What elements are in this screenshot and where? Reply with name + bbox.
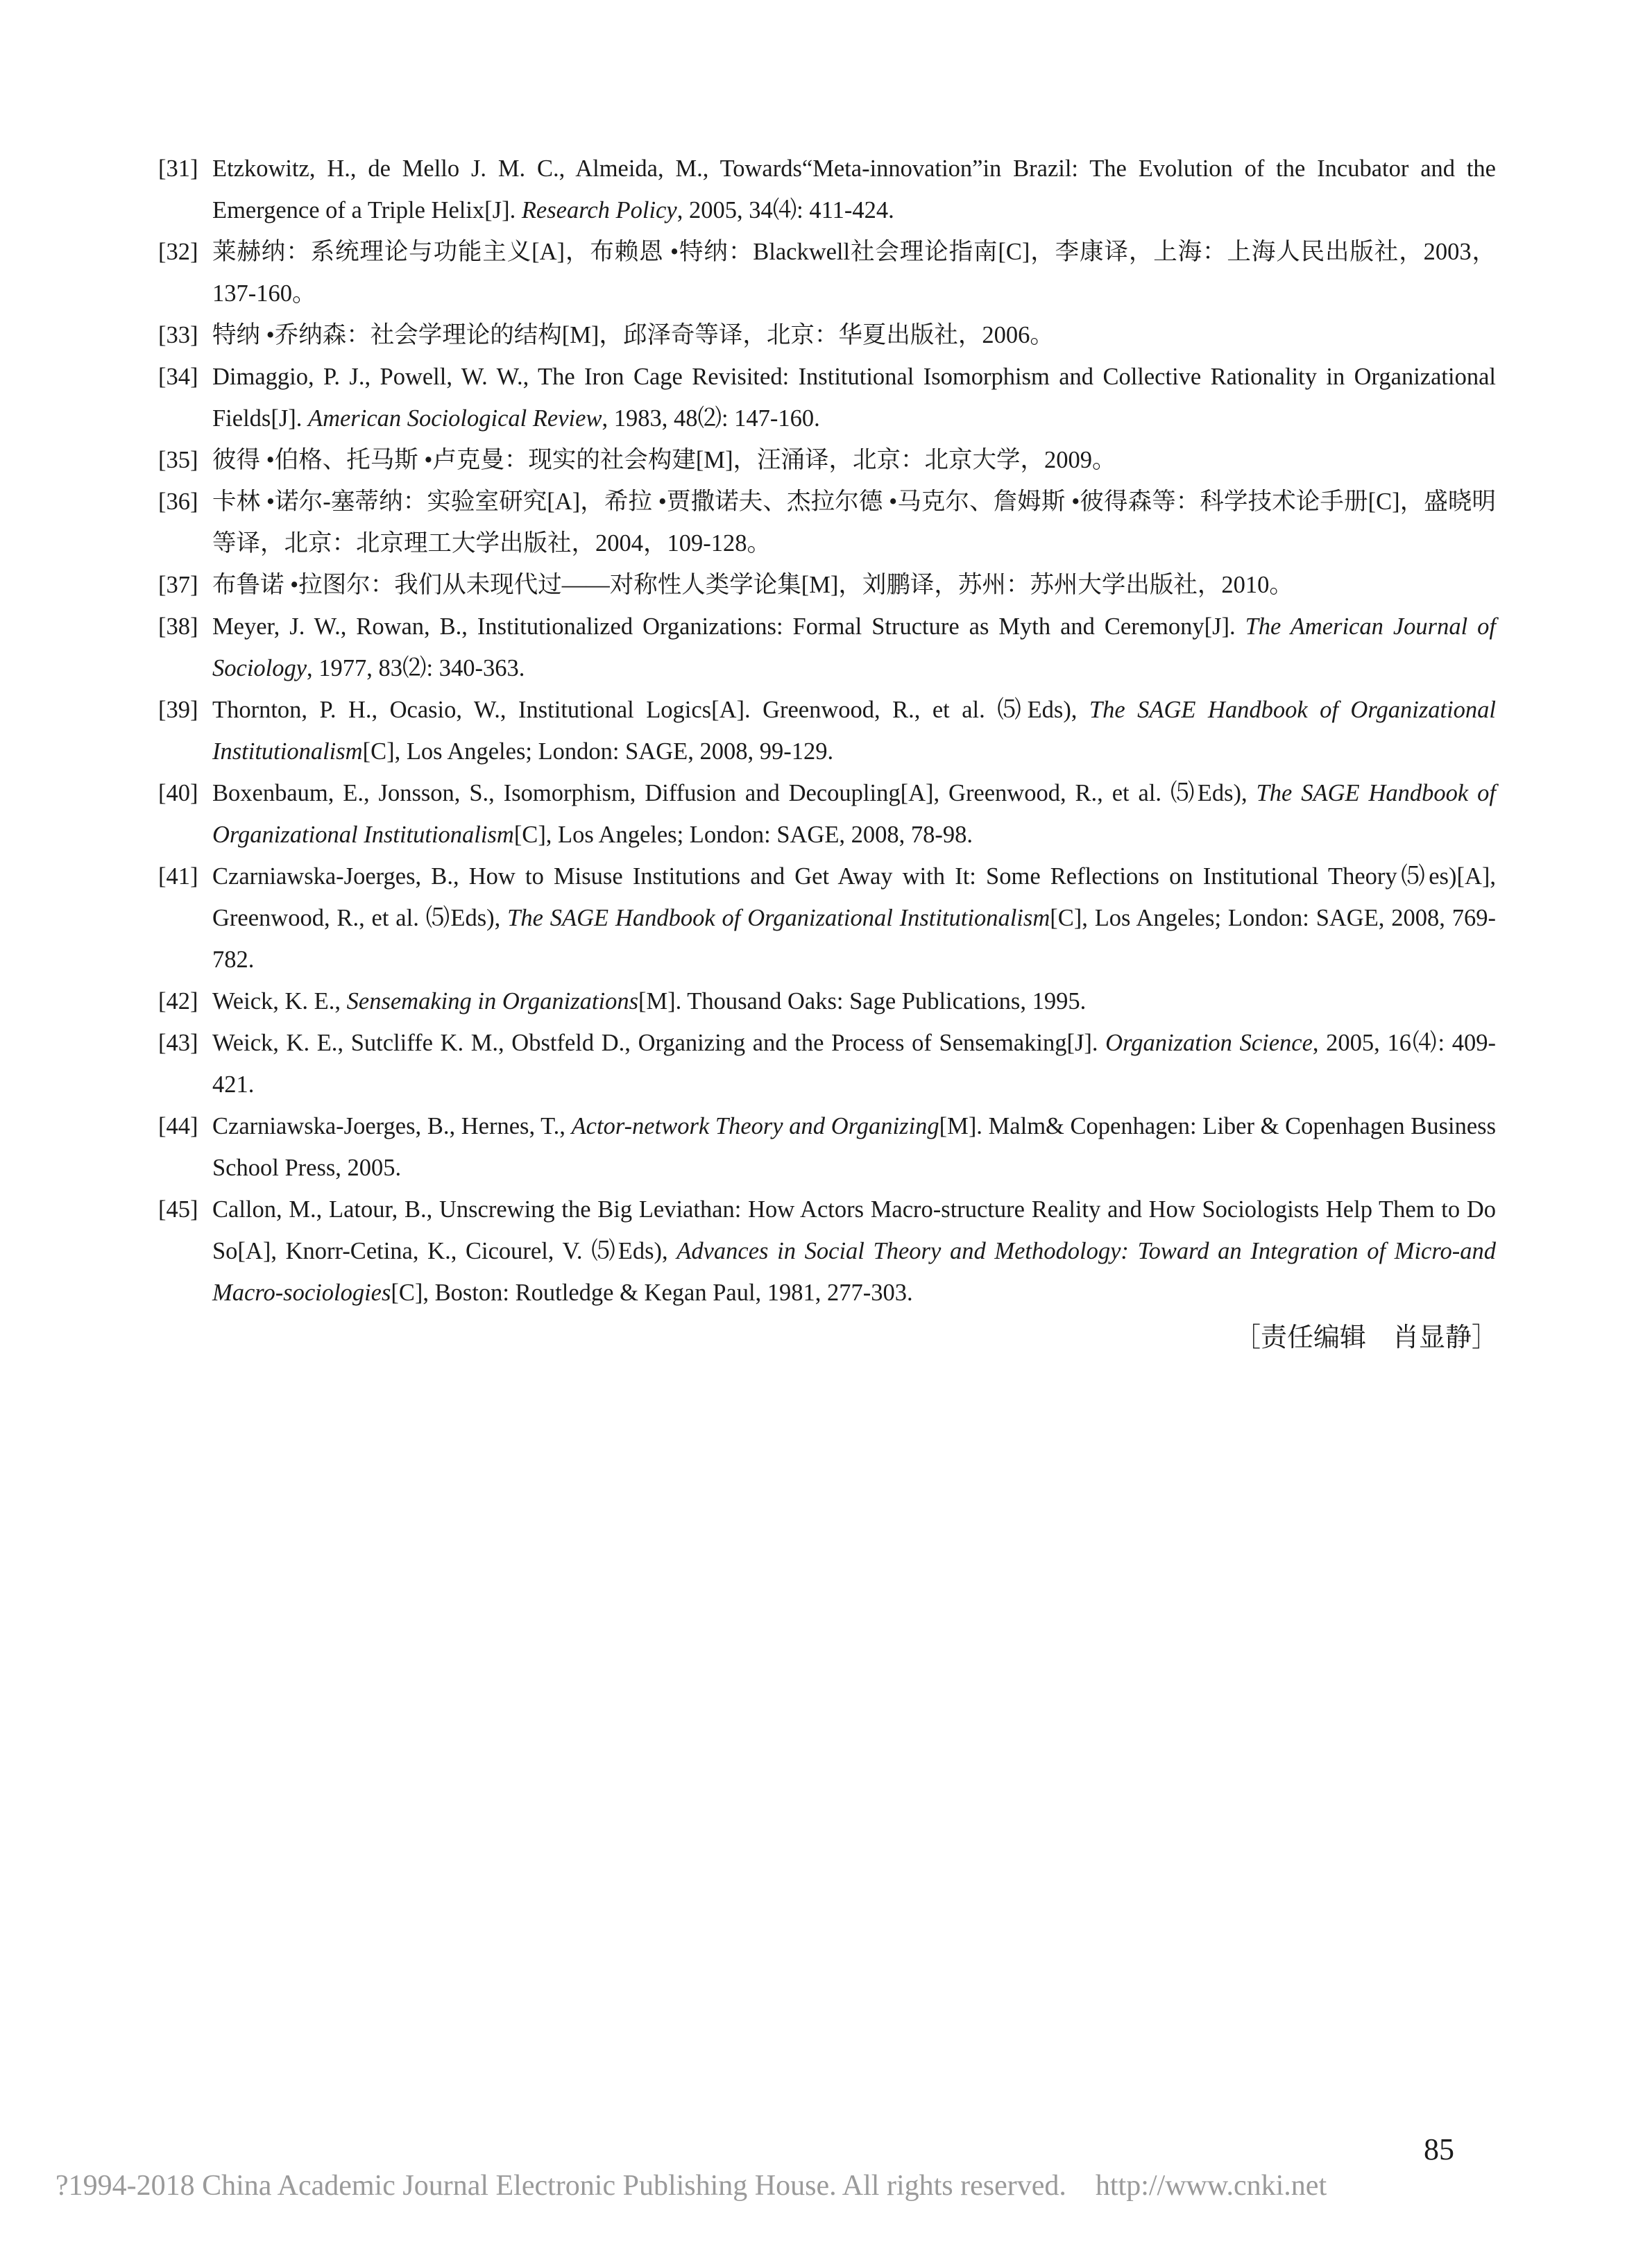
reference-segment: 卡林 •诺尔-塞蒂纳：实验室研究[A]，希拉 •贾撒诺夫、杰拉尔德 •马克尔、詹姆斯 •彼得森等：科学技术论手册[C]，盛晓明等译，北京：北京理工大学出版社，2004，109-128。	[212, 489, 1496, 557]
reference-italic-title: The SAGE Handbook of Organizational Institutionalism	[212, 697, 1496, 765]
reference-segment: , 1977, 83⑵: 340-363.	[307, 655, 525, 681]
reference-number: [33]	[158, 322, 198, 348]
reference-segment: , 2005, 16⑷: 409-421.	[212, 1030, 1496, 1098]
reference-segment: Dimaggio, P. J., Powell, W. W., The Iron Cage Revisited: Institutional Isomorphism and Collective Rationality in Organizational Fields[J].	[212, 364, 1496, 432]
reference-segment: 布鲁诺 •拉图尔：我们从未现代过——对称性人类学论集[M]，刘鹏译，苏州：苏州大学出版社，2010。	[212, 572, 1293, 598]
reference-number: [39]	[158, 697, 198, 723]
reference-number: [43]	[158, 1030, 198, 1056]
reference-text	[212, 572, 1293, 598]
reference-segment: , 2005, 34⑷: 411-424.	[676, 197, 894, 223]
reference-item	[158, 481, 1496, 564]
reference-item	[158, 1189, 1496, 1314]
reference-number: [41]	[158, 863, 198, 890]
reference-number: [37]	[158, 572, 198, 598]
editor-note: ［责任编辑 肖显静］	[1234, 1323, 1498, 1352]
reference-list	[158, 148, 1496, 1314]
reference-text	[212, 447, 1116, 473]
reference-italic-title: Organization Science	[1105, 1030, 1313, 1056]
reference-item	[158, 439, 1496, 481]
reference-segment: Thornton, P. H., Ocasio, W., Institutional Logics[A]. Greenwood, R., et al. ⑸Eds),	[212, 697, 1089, 723]
page-number: 85	[1424, 2132, 1454, 2166]
reference-item	[158, 231, 1496, 314]
copyright-footer: ?1994-2018 China Academic Journal Electronic Publishing House. All rights reserved. http://www.cnki.net	[56, 2170, 1327, 2202]
reference-item	[158, 772, 1496, 856]
reference-segment: Czarniawska-Joerges, B., How to Misuse Institutions and Get Away with It: Some Reflections on Institutional Theory⑸es)[A], Greenwood, R., et al. ⑸Eds),	[212, 863, 1496, 931]
reference-segment: Meyer, J. W., Rowan, B., Institutionalized Organizations: Formal Structure as Myth and Ceremony[J].	[212, 613, 1245, 640]
reference-segment: [M]. Thousand Oaks: Sage Publications, 1995.	[638, 988, 1087, 1014]
reference-item	[158, 356, 1496, 439]
reference-italic-title: Actor-network Theory and Organizing	[571, 1113, 939, 1139]
reference-text	[212, 697, 1496, 765]
reference-text	[212, 780, 1496, 848]
reference-segment: Czarniawska-Joerges, B., Hernes, T.,	[212, 1113, 572, 1139]
reference-item	[158, 1105, 1496, 1189]
reference-segment: Weick, K. E., Sutcliffe K. M., Obstfeld D., Organizing and the Process of Sensemaking[J].	[212, 1030, 1106, 1056]
reference-segment: Callon, M., Latour, B., Unscrewing the Big Leviathan: How Actors Macro-structure Reality and How Sociologists Help Them to Do So[A], Knorr-Cetina, K., Cicourel, V. ⑸Eds),	[212, 1196, 1496, 1264]
reference-item	[158, 606, 1496, 689]
reference-item	[158, 1022, 1496, 1105]
reference-number: [44]	[158, 1113, 198, 1139]
reference-number: [45]	[158, 1196, 198, 1223]
reference-number: [35]	[158, 447, 198, 473]
reference-number: [34]	[158, 364, 198, 390]
reference-segment: Etzkowitz, H., de Mello J. M. C., Almeida, M., Towards“Meta-innovation”in Brazil: The Evolution of the Incubator and the Emergence of a Triple Helix[J].	[212, 155, 1496, 223]
reference-segment: [C], Boston: Routledge & Kegan Paul, 1981, 277-303.	[391, 1280, 913, 1306]
reference-number: [40]	[158, 780, 198, 806]
reference-segment: [C], Los Angeles; London: SAGE, 2008, 78-98.	[513, 822, 973, 848]
reference-text	[212, 364, 1496, 432]
reference-text	[212, 1196, 1496, 1306]
reference-segment: 彼得 •伯格、托马斯 •卢克曼：现实的社会构建[M]，汪涌译，北京：北京大学，2009。	[212, 447, 1116, 473]
reference-italic-title: American Sociological Review	[308, 405, 602, 432]
reference-item	[158, 314, 1496, 356]
reference-number: [31]	[158, 155, 198, 182]
reference-italic-title: The SAGE Handbook of Organizational Institutionalism	[212, 780, 1496, 848]
reference-text	[212, 988, 1086, 1014]
reference-item	[158, 564, 1496, 606]
reference-number: [36]	[158, 489, 198, 515]
reference-item	[158, 689, 1496, 772]
reference-segment: 特纳 •乔纳森：社会学理论的结构[M]，邱泽奇等译，北京：华夏出版社，2006。	[212, 322, 1054, 348]
reference-text	[212, 613, 1496, 681]
reference-text	[212, 239, 1496, 307]
reference-italic-title: Advances in Social Theory and Methodology: Toward an Integration of Micro-and Macro-sociologies	[212, 1238, 1496, 1306]
reference-segment: [C], Los Angeles; London: SAGE, 2008, 769-782.	[212, 905, 1496, 973]
reference-text	[212, 1113, 1496, 1181]
reference-segment: [M]. Malm& Copenhagen: Liber & Copenhagen Business School Press, 2005.	[212, 1113, 1496, 1181]
reference-item	[158, 980, 1496, 1022]
reference-number: [38]	[158, 613, 198, 640]
reference-segment: Boxenbaum, E., Jonsson, S., Isomorphism, Diffusion and Decoupling[A], Greenwood, R., et al. ⑸Eds),	[212, 780, 1257, 806]
reference-number: [42]	[158, 988, 198, 1014]
reference-italic-title: Research Policy	[521, 197, 677, 223]
reference-italic-title: The American Journal of Sociology	[212, 613, 1496, 681]
reference-text	[212, 155, 1496, 223]
reference-segment: [C], Los Angeles; London: SAGE, 2008, 99-129.	[362, 738, 834, 765]
reference-text	[212, 489, 1496, 557]
reference-number: [32]	[158, 239, 198, 265]
reference-item	[158, 856, 1496, 980]
reference-italic-title: Sensemaking in Organizations	[346, 988, 638, 1014]
reference-text	[212, 322, 1054, 348]
reference-segment: 莱赫纳：系统理论与功能主义[A]，布赖恩 •特纳：Blackwell社会理论指南[C]，李康译，上海：上海人民出版社，2003，137-160。	[212, 239, 1496, 307]
reference-text	[212, 863, 1496, 973]
reference-text	[212, 1030, 1496, 1098]
reference-segment: , 1983, 48⑵: 147-160.	[602, 405, 820, 432]
reference-segment: Weick, K. E.,	[212, 988, 347, 1014]
reference-item	[158, 148, 1496, 231]
reference-italic-title: The SAGE Handbook of Organizational Institutionalism	[507, 905, 1050, 931]
